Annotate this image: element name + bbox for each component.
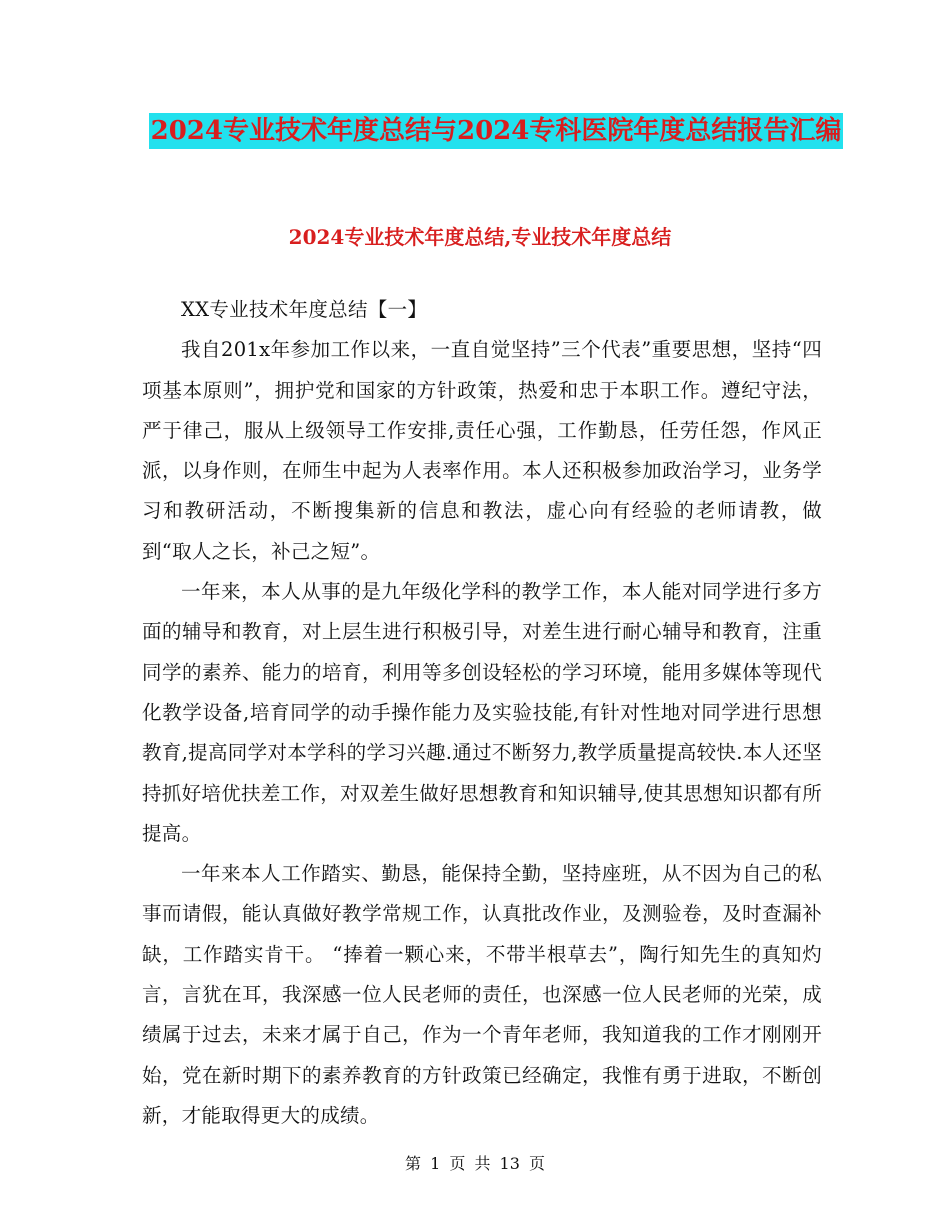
body-paragraph: 我自201x年参加工作以来，一直自觉坚持”三个代表”重要思想，坚持“四项基本原则”，拥护党和国家的方针政策，热爱和忠于本职工作。遵纪守法，严于律己，服从上级领导工作安排,责任心强，工作勤恳，任劳任怨，作风正派，以身作则，在师生中起为人表率作用。本人还积极参加政治学习，业务学习和教研活动，不断搜集新的信息和教法，虚心向有经验的老师请教，做到“取人之长，补己之短”。 xyxy=(142,338,822,563)
section-title: 2024专业技术年度总结,专业技术年度总结 xyxy=(288,225,672,249)
document-title-highlight: 2024专业技术年度总结与2024专科医院年度总结报告汇编 xyxy=(149,113,844,149)
document-title xyxy=(120,108,872,154)
body-paragraph: 一年来本人工作踏实、勤恳，能保持全勤，坚持座班，从不因为自己的私事而请假，能认真做好教学常规工作，认真批改作业，及测验卷，及时查漏补缺，工作踏实肯干。 “捧着一颗心来，不带半根草去”，陶行知先生的真知灼言，言犹在耳，我深感一位人民老师的责任，也深感一位人民老师的光荣，成绩属于过去，未来才属于自己，作为一个青年老师，我知道我的工作才刚刚开始，党在新时期下的素养教育的方针政策已经确定，我惟有勇于进取，不断创新，才能取得更大的成绩。 xyxy=(142,862,822,1127)
subheading-paragraph: XX专业技术年度总结【一】 xyxy=(181,298,428,321)
body-paragraph: 一年来，本人从事的是九年级化学科的教学工作，本人能对同学进行多方面的辅导和教育，对上层生进行积极引导，对差生进行耐心辅导和教育，注重同学的素养、能力的培育，利用等多创设轻松的学习环境，能用多媒体等现代化教学设备,培育同学的动手操作能力及实验技能,有针对性地对同学进行思想教育,提高同学对本学科的学习兴趣.通过不断努力,教学质量提高较快.本人还坚持抓好培优扶差工作，对双差生做好思想教育和知识辅导,使其思想知识都有所提高。 xyxy=(142,580,822,845)
document-body xyxy=(142,290,822,1136)
page-footer: 第 1 页 共 13 页 xyxy=(405,1154,545,1173)
